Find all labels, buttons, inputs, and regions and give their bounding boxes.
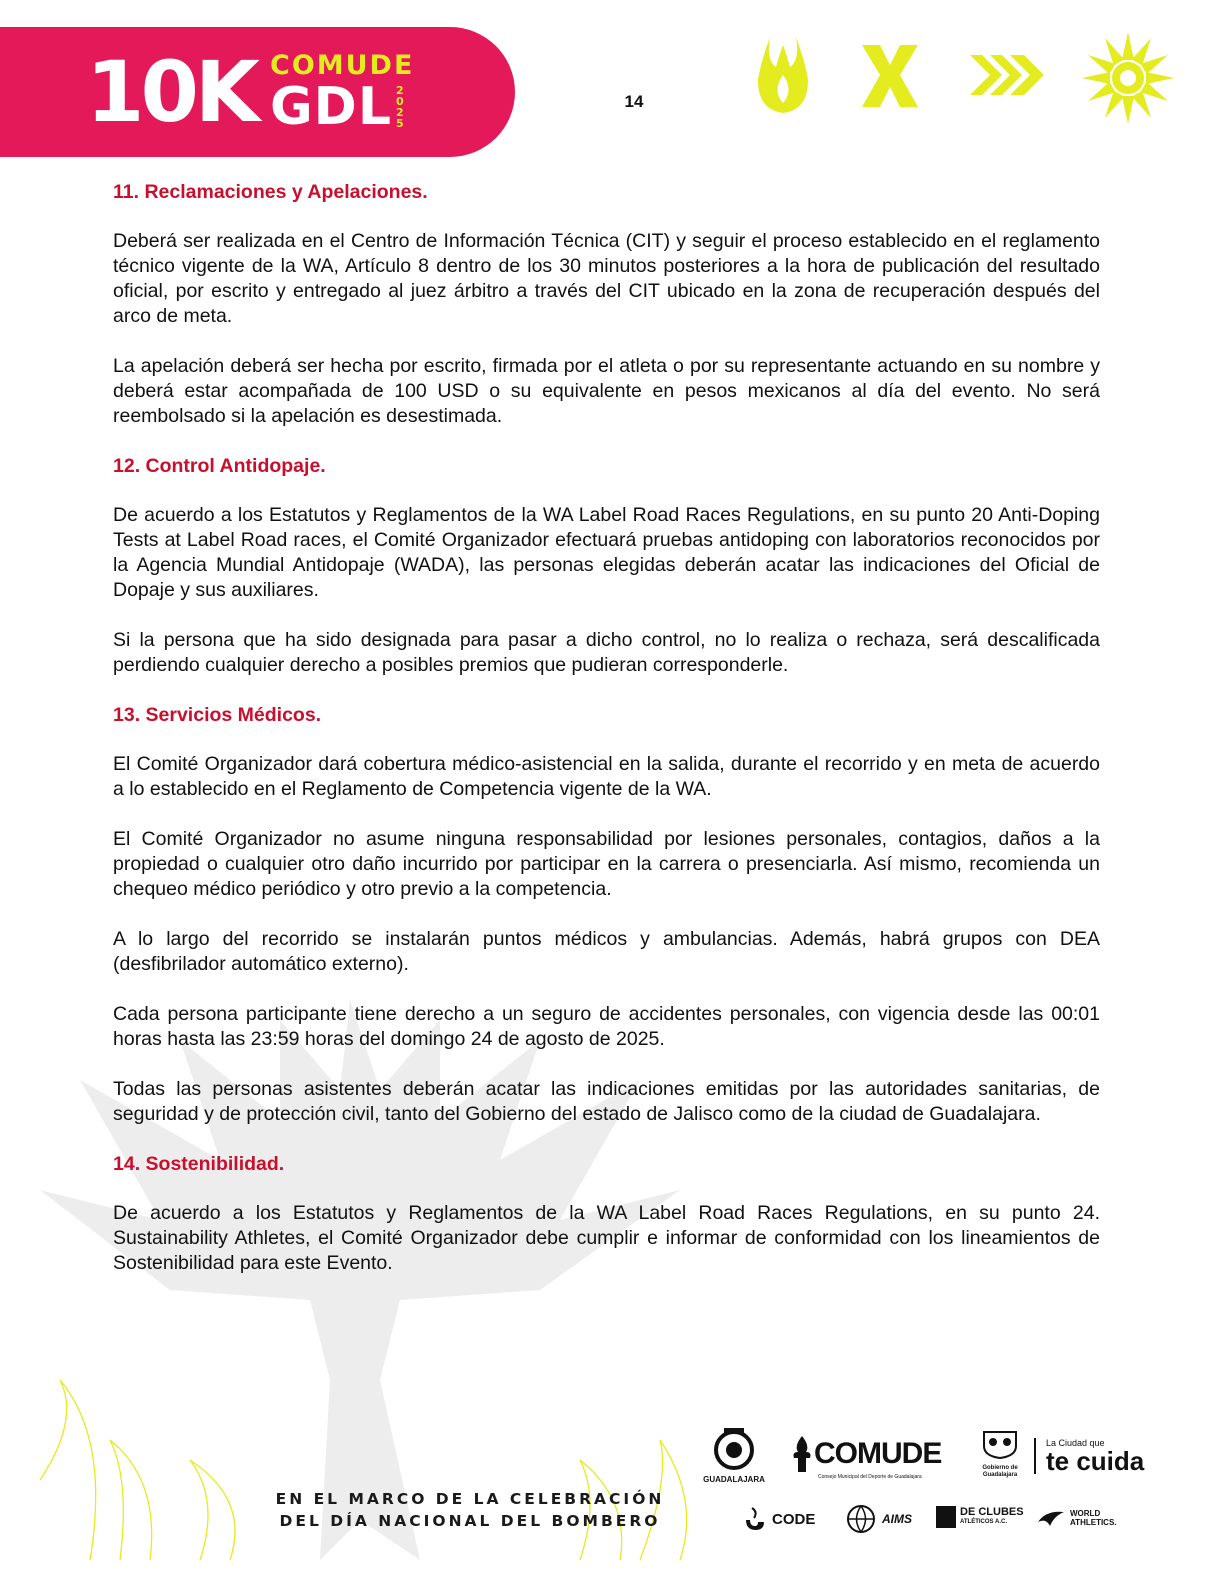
logo-comude: COMUDE xyxy=(270,49,415,81)
paragraph: De acuerdo a los Estatutos y Reglamentos de la WA Label Road Races Regulations, en su punto 24. Sustainability Athletes, el Comité Organizador debe cumplir e informar de conformidad con los lineamientos de Sostenibilidad para este Evento. xyxy=(113,1202,1100,1274)
paragraph: Deberá ser realizada en el Centro de Información Técnica (CIT) y seguir el proceso establecido en el reglamento técnico vigente de la WA, Artículo 8 dentro de los 30 minutos posteriores a la hora de publicación del resultado oficial, por escrito y entregado al juez árbitro a través del CIT ubicado en la zona de recuperación después del arco de meta. xyxy=(113,230,1100,327)
coat-of-arms-icon xyxy=(978,1428,1022,1460)
la-ciudad-que-te-cuida-logo: La Ciudad que te cuida xyxy=(1046,1438,1145,1476)
logo-year: 2 0 2 5 xyxy=(395,83,404,130)
paragraph: La apelación deberá ser hecha por escrito, firmada por el atleta o por su representante actuando en su nombre y deberá estar acompañada de 100 USD o su equivalente en pesos mexicanos al día del evento. No será reembolsado si la apelación es desestimada. xyxy=(113,355,1100,427)
section-title-antidopaje: 12. Control Antidopaje. xyxy=(113,455,326,477)
fast-forward-chevrons-icon xyxy=(968,35,1046,115)
fire-badge-icon xyxy=(708,1428,760,1470)
paragraph: Todas las personas asistentes deberán acatar las indicaciones emitidas por las autoridades sanitarias, de seguridad y de protección civil, tanto del Gobierno del estado de Jalisco como de la ciudad de Guadalajara. xyxy=(113,1078,1100,1125)
page-number: 14 xyxy=(624,92,644,111)
document-body xyxy=(113,180,1100,1301)
logo-divider xyxy=(1034,1438,1036,1474)
ajca-badge-icon xyxy=(936,1506,956,1528)
paragraph: Si la persona que ha sido designada para pasar a dicho control, no lo realiza o rechaza, será descalificada perdiendo cualquier derecho a posibles premios que pudieran corresponderle. xyxy=(113,629,1100,676)
paragraph: El Comité Organizador no asume ninguna responsabilidad por lesiones personales, contagios, daños a la propiedad o cualquier otro daño incurrido por participar en la carrera o presenciarla. Así mismo, recomienda un chequeo médico periódico y otro previo a la competencia. xyxy=(113,828,1100,900)
asociacion-clubes-atleticos-logo: DE CLUBES ATLÉTICOS A.C. xyxy=(936,1506,1024,1528)
comude-logo: COMUDE Consejo Municipal del Deporte de Guadalajara xyxy=(790,1434,941,1480)
paragraph: Cada persona participante tiene derecho a un seguro de accidentes personales, con vigencia desde las 00:01 horas hasta las 23:59 horas del domingo 24 de agosto de 2025. xyxy=(113,1003,1100,1050)
paragraph: A lo largo del recorrido se instalarán puntos médicos y ambulancias. Además, habrá grupos con DEA (desfibrilador automático externo). xyxy=(113,928,1100,975)
footer-tagline xyxy=(250,1488,690,1532)
paragraph: El Comité Organizador dará cobertura médico-asistencial en la salida, durante el recorrido y en meta de acuerdo a lo establecido en el Reglamento de Competencia vigente de la WA. xyxy=(113,753,1100,800)
logo-gdl: GDL xyxy=(270,76,392,137)
torch-icon xyxy=(790,1434,814,1474)
code-swirl-icon xyxy=(742,1506,768,1532)
logo-10k: 10K xyxy=(86,43,256,141)
section-title-sostenibilidad: 14. Sostenibilidad. xyxy=(113,1153,285,1175)
gobierno-guadalajara-logo: Gobierno de Guadalajara xyxy=(972,1428,1028,1479)
flame-drop-icon xyxy=(750,35,816,115)
code-logo: CODE xyxy=(742,1506,815,1532)
section-title-servicios-medicos: 13. Servicios Médicos. xyxy=(113,704,322,726)
paragraph: De acuerdo a los Estatutos y Reglamentos de la WA Label Road Races Regulations, en su punto 20 Anti-Doping Tests at Label Road races, el Comité Organizador efectuará pruebas antidoping con laboratorios reconocidos por la Agencia Mundial Antidopaje (WADA), las personas elegidas deberán acatar las indicaciones del Oficial de Dopaje y sus auxiliares. xyxy=(113,504,1100,601)
footer-tagline-line2: DEL DÍA NACIONAL DEL BOMBERO xyxy=(279,1512,661,1530)
footer-tagline-line1: EN EL MARCO DE LA CELEBRACIÓN xyxy=(275,1490,665,1508)
world-athletics-logo: WORLD ATHLETICS. xyxy=(1036,1508,1117,1528)
globe-runner-icon xyxy=(846,1504,876,1534)
section-title-reclamaciones: 11. Reclamaciones y Apelaciones. xyxy=(113,181,428,203)
x-mark-icon xyxy=(860,35,920,115)
aims-logo: AIMS xyxy=(846,1504,912,1534)
10k-comude-gdl-logo xyxy=(86,43,415,141)
world-athletics-swoosh-icon xyxy=(1036,1508,1066,1528)
guadalajara-fire-logo: GUADALAJARA xyxy=(698,1428,770,1484)
sun-burst-icon xyxy=(1080,30,1176,126)
